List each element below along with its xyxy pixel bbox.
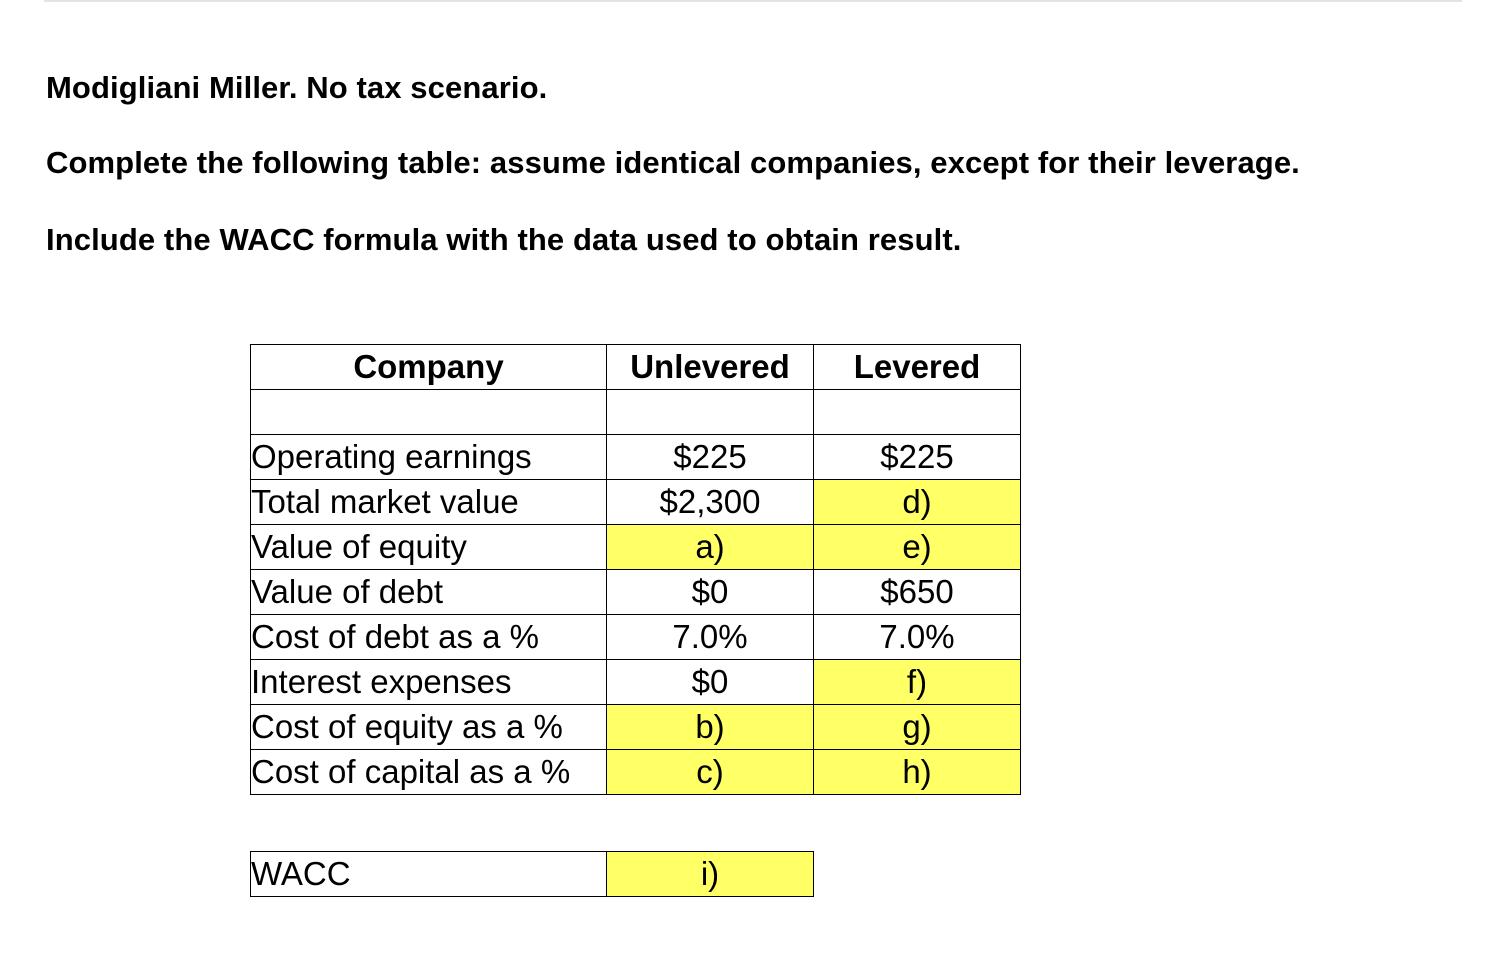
row-label: Value of debt (251, 570, 607, 615)
table-row (251, 480, 1021, 525)
blank-cell (607, 390, 814, 435)
table-header-row (251, 345, 1021, 390)
mm-comparison-table (250, 344, 1021, 795)
row-label: Value of equity (251, 525, 607, 570)
wacc-label: WACC (251, 852, 607, 897)
unlevered-cell: 7.0% (607, 615, 814, 660)
levered-answer-cell[interactable]: g) (814, 705, 1021, 750)
table-row (251, 750, 1021, 795)
unlevered-cell: $0 (607, 660, 814, 705)
unlevered-answer-cell[interactable]: c) (607, 750, 814, 795)
table-row (251, 705, 1021, 750)
title-heading: Modigliani Miller. No tax scenario. (46, 70, 548, 105)
top-divider (44, 0, 1462, 2)
wacc-answer-cell[interactable]: i) (607, 852, 814, 897)
row-label: Operating earnings (251, 435, 607, 480)
header-unlevered: Unlevered (607, 345, 814, 390)
wacc-table (250, 851, 814, 897)
formula-instruction-heading: Include the WACC formula with the data used to obtain result. (46, 222, 962, 257)
row-label: Interest expenses (251, 660, 607, 705)
instruction-heading: Complete the following table: assume identical companies, except for their leverage. (46, 145, 1300, 180)
table-blank-row (251, 390, 1021, 435)
row-label: Cost of debt as a % (251, 615, 607, 660)
table-row (251, 525, 1021, 570)
unlevered-cell: $2,300 (607, 480, 814, 525)
row-label: Cost of equity as a % (251, 705, 607, 750)
blank-cell (251, 390, 607, 435)
unlevered-answer-cell[interactable]: a) (607, 525, 814, 570)
row-label: Total market value (251, 480, 607, 525)
unlevered-cell: $0 (607, 570, 814, 615)
levered-cell: $650 (814, 570, 1021, 615)
levered-answer-cell[interactable]: f) (814, 660, 1021, 705)
table-row (251, 570, 1021, 615)
levered-answer-cell[interactable]: h) (814, 750, 1021, 795)
header-company: Company (251, 345, 607, 390)
table-row (251, 660, 1021, 705)
blank-cell (814, 390, 1021, 435)
unlevered-answer-cell[interactable]: b) (607, 705, 814, 750)
levered-answer-cell[interactable]: e) (814, 525, 1021, 570)
levered-cell: 7.0% (814, 615, 1021, 660)
levered-cell: $225 (814, 435, 1021, 480)
wacc-row (251, 852, 814, 897)
row-label: Cost of capital as a % (251, 750, 607, 795)
header-levered: Levered (814, 345, 1021, 390)
unlevered-cell: $225 (607, 435, 814, 480)
table-row (251, 615, 1021, 660)
table-row (251, 435, 1021, 480)
levered-answer-cell[interactable]: d) (814, 480, 1021, 525)
